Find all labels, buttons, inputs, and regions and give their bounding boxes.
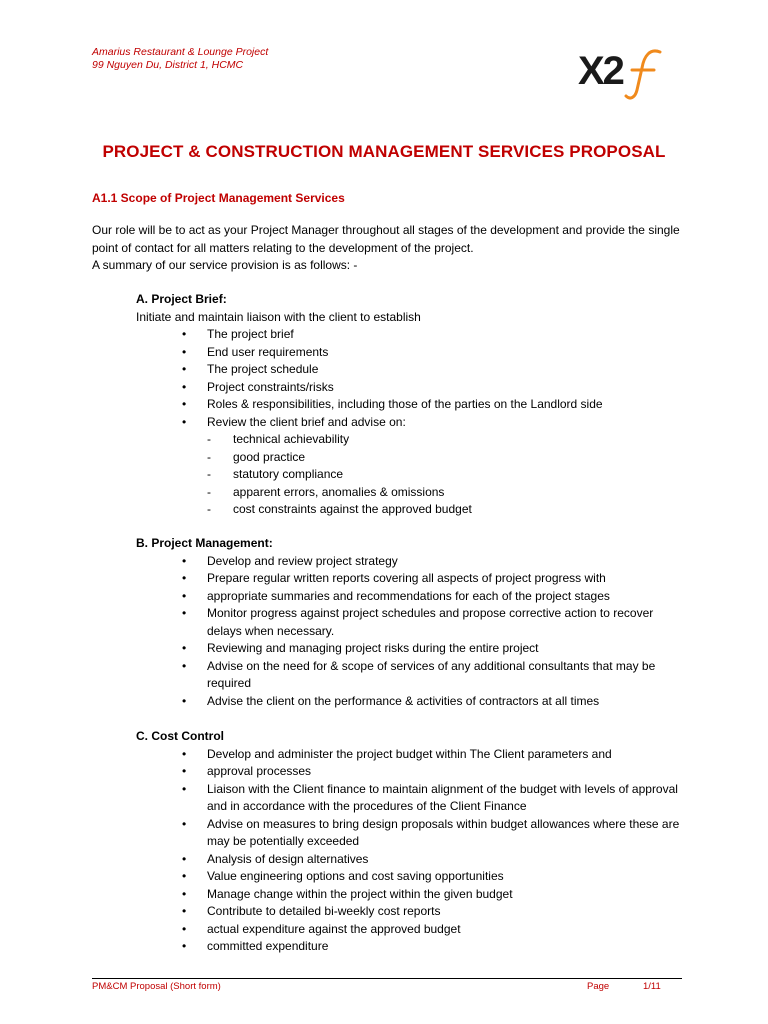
project-brief-section [136,291,768,519]
dash-icon: - [207,484,211,499]
list-item: • Value engineering options and cost saving opportunities [136,868,687,886]
document-header [92,46,268,72]
bullet-icon: • [182,344,187,359]
list-item: • The project brief [136,326,687,344]
project-brief-list [0,326,768,519]
bullet-icon: • [182,869,187,883]
bullet-icon: • [182,939,187,953]
bullet-icon: • [182,606,187,620]
sub-list-item: - statutory compliance [207,466,687,484]
cost-control-list [136,746,687,956]
list-item: • Analysis of design alternatives [136,851,687,869]
review-sublist [207,431,687,519]
project-brief-lead: Initiate and maintain liaison with the client to establish [136,309,421,324]
bullet-icon: • [182,641,187,655]
bullet-icon: • [182,921,187,936]
header-address: 99 Nguyen Du, District 1, HCMC [92,59,244,71]
project-management-list [136,553,687,711]
bullet-icon: • [182,693,187,708]
intro-summary: A summary of our service provision is as follows: - [92,258,358,272]
cost-control-heading: C. Cost Control [136,729,224,743]
bullet-icon: • [182,588,187,603]
list-item: • actual expenditure against the approved budget [136,921,687,939]
bullet-icon: • [182,571,187,585]
list-item: • approval processes [136,763,687,781]
list-item: • Liaison with the Client finance to maintain alignment of the budget with levels of approval and in accordance with the procedures of the Client Finance [182,781,678,813]
list-item: • Roles & responsibilities, including those of the parties on the Landlord side [136,396,687,414]
footer-page-number: 1/11 [643,981,661,992]
bullet-icon: • [182,327,187,341]
list-item: • Contribute to detailed bi-weekly cost reports [136,903,687,921]
header-project-name: Amarius Restaurant & Lounge Project [92,46,269,58]
sub-list-item: - good practice [207,449,687,467]
list-item: • End user requirements [136,344,687,362]
bullet-icon: • [182,397,187,411]
list-item: • Manage change within the project within the given budget [136,886,687,904]
intro-text [92,222,692,275]
bullet-icon: • [182,746,187,761]
x2f-logo-graphic [574,46,674,102]
bullet-icon: • [182,379,187,394]
logo-text-accent: f [574,46,575,47]
list-item: • Monitor progress against project schedules and propose corrective action to recover delays when necessary. [182,606,654,638]
sub-list-item: - cost constraints against the approved budget [207,501,687,519]
logo-text-main: X2 [578,49,623,93]
list-item: • Prepare regular written reports covering all aspects of project progress with [136,570,687,588]
list-item: • Advise on the need for & scope of services of any additional consultants that may be required [182,658,656,690]
footer-document-label: PM&CM Proposal (Short form) [92,981,221,992]
bullet-icon: • [182,851,187,866]
project-brief-heading: A. Project Brief: [136,292,227,306]
bullet-icon: • [182,764,187,778]
list-item: • Advise on measures to bring design proposals within budget allowances where these are may be potentially exceeded [182,816,680,848]
dash-icon: - [207,467,211,481]
logo-f-stem [626,51,660,98]
list-item: • appropriate summaries and recommendations for each of the project stages [136,588,687,606]
bullet-icon: • [182,414,187,429]
list-item: • Advise the client on the performance & activities of contractors at all times [136,693,687,711]
intro-paragraph: Our role will be to act as your Project Manager throughout all stages of the development and provide the single point of contact for all matters relating to the development of the project. [92,223,680,255]
list-item: • Project constraints/risks [136,379,687,397]
bullet-icon: • [182,362,187,376]
list-item: • committed expenditure [136,938,687,956]
bullet-icon: • [182,816,187,831]
dash-icon: - [207,502,211,516]
list-item: • Develop and administer the project budget within The Client parameters and [136,746,687,764]
list-item: • Develop and review project strategy [136,553,687,571]
bullet-icon: • [182,904,187,918]
dash-icon: - [207,432,211,446]
page-title: PROJECT & CONSTRUCTION MANAGEMENT SERVICES PROPOSAL [102,142,666,161]
list-item: • The project schedule [136,361,687,379]
project-management-section [136,535,687,710]
dash-icon: - [207,449,211,464]
list-item: • Reviewing and managing project risks during the entire project [136,640,687,658]
section-heading: A1.1 Scope of Project Management Services [92,191,345,205]
project-management-heading: B. Project Management: [136,536,273,550]
x2f-logo [574,46,674,102]
bullet-icon: • [182,886,187,901]
bullet-icon: • [182,781,187,796]
bullet-icon: • [182,658,187,673]
footer-page-label: Page [587,981,610,992]
bullet-icon: • [182,553,187,568]
sub-list-item: - technical achievability [207,431,687,449]
list-item: • Review the client brief and advise on: - technical achievability - good practice - statutory compliance - apparent errors, anomalies & omissions - cost constraints against the approved budget [136,414,687,519]
cost-control-section [136,728,687,956]
footer-divider [92,978,682,979]
sub-list-item: - apparent errors, anomalies & omissions [207,484,687,502]
